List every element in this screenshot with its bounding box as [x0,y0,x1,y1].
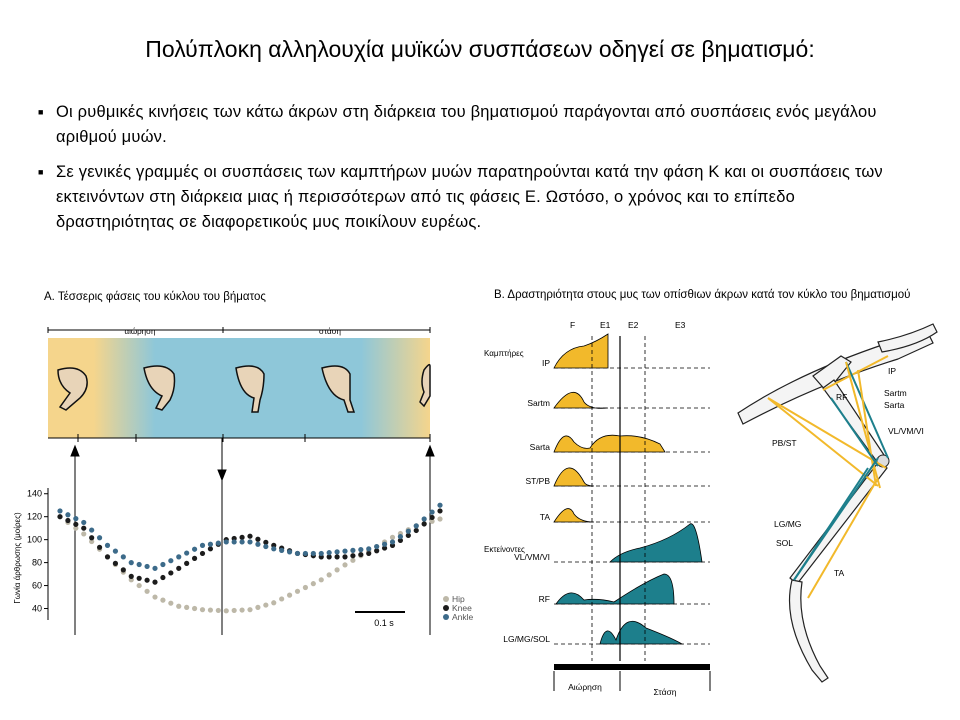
data-point-hip [239,607,244,612]
panel-a-caption: Α. Τέσσερις φάσεις του κύκλου του βήματος [44,291,266,303]
stance-label: στάση [319,327,341,336]
legend-marker [443,605,449,611]
emg-burst-sartm [554,392,608,408]
data-point-hip [176,604,181,609]
b-stance-label: Στάση [653,687,677,697]
data-point-hip [160,598,165,603]
data-point-knee [208,546,213,551]
phase-e1-label: E1 [174,441,186,451]
flexors-label: Καμπτήρες [484,349,524,358]
data-point-hip [247,607,252,612]
data-point-hip [232,608,237,613]
y-tick-label: 120 [26,511,42,522]
data-point-knee [255,537,260,542]
label-ip: IP [888,366,897,376]
data-point-hip [311,581,316,586]
emg-burst-vl-vm-vi [610,524,702,562]
data-point-knee [429,515,434,520]
data-point-ankle [192,547,197,552]
data-point-ankle [255,542,260,547]
data-point-ankle [390,539,395,544]
phase-f-label: F [104,441,110,451]
data-point-knee [152,580,157,585]
data-point-ankle [176,554,181,559]
data-point-hip [390,535,395,540]
data-point-hip [295,589,300,594]
data-point-ankle [350,548,355,553]
data-point-ankle [366,546,371,551]
chart-axis [27,488,48,620]
swing-label: αιώρηση [124,327,156,336]
data-point-ankle [334,549,339,554]
y-tick-label: 40 [31,603,42,614]
legend-label: Hip [452,594,465,604]
data-point-hip [437,516,442,521]
data-point-knee [97,545,102,550]
legend-label: Knee [452,603,472,613]
bullet-list [38,100,898,245]
chart-legend [443,594,474,622]
data-point-knee [144,578,149,583]
data-point-ankle [406,529,411,534]
phase-e3-label: E3 [359,441,371,451]
data-point-ankle [429,510,434,515]
emg-row-label: TA [539,512,550,522]
data-point-knee [73,522,78,527]
emg-row-label: LG/MG/SOL [503,634,550,644]
data-point-ankle [160,562,165,567]
data-point-ankle [105,543,110,548]
data-point-hip [200,607,205,612]
data-point-ankle [342,549,347,554]
data-point-knee [358,552,363,557]
y-axis-label: Γωνία άρθρωσης (μοίρες) [13,512,22,604]
bullet-item [38,100,898,150]
data-point-ankle [327,550,332,555]
data-point-ankle [89,527,94,532]
data-point-hip [81,531,86,536]
data-point-ankle [398,534,403,539]
data-point-knee [239,535,244,540]
data-point-hip [216,608,221,613]
data-point-ankle [208,542,213,547]
data-point-ankle [81,520,86,525]
data-point-ankle [295,551,300,556]
data-point-hip [271,600,276,605]
data-point-knee [350,553,355,558]
data-point-ankle [152,566,157,571]
data-point-knee [192,556,197,561]
emg-burst-ta [554,509,594,522]
chart-points [57,503,442,614]
data-point-ankle [271,546,276,551]
data-point-ankle [437,503,442,508]
data-point-knee [414,528,419,533]
b-phase-f: F [570,320,576,330]
data-point-hip [327,572,332,577]
data-point-hip [144,589,149,594]
data-point-ankle [414,523,419,528]
y-tick-label: 140 [26,488,42,499]
legend-marker [443,614,449,620]
emg-row-label: RF [538,594,550,604]
data-point-ankle [168,558,173,563]
data-point-ankle [121,554,126,559]
data-point-ankle [216,540,221,545]
legend-label: Ankle [452,612,474,622]
data-point-knee [105,554,110,559]
b-phase-e2: E2 [628,320,639,330]
data-point-ankle [137,562,142,567]
data-point-knee [200,551,205,556]
data-point-ankle [279,548,284,553]
data-point-hip [137,583,142,588]
bullet-text: Σε γενικές γραμμές οι συσπάσεις των καμπτήρων μυών παρατηρούνται κατά την φάση Κ και οι συσπάσεις των εκτεινόντων στη διάρκεια μιας ή περισσότερων από τις φάσεις Ε. Ωστόσο, ο χρόνος και το επίπεδο δραστηριότητας σε διαφορετικούς μυς ποικίλουν ευρέως. [56,163,883,231]
data-point-ankle [382,542,387,547]
square-bullet-icon: ■ [38,167,44,177]
stance-bar [620,664,710,670]
label-sarta: Sarta [884,400,905,410]
emg-row-label: IP [541,358,550,368]
data-point-hip [192,606,197,611]
data-point-ankle [65,512,70,517]
data-point-ankle [319,551,324,556]
data-point-knee [334,554,339,559]
data-point-hip [255,605,260,610]
square-bullet-icon: ■ [38,107,44,117]
data-point-ankle [144,564,149,569]
y-tick-label: 100 [26,534,42,545]
data-point-hip [224,608,229,613]
data-point-ankle [129,560,134,565]
slide-title: Πολύπλοκη αλληλουχία μυϊκών συσπάσεων οδηγεί σε βηματισμό: [145,36,815,62]
data-point-knee [342,554,347,559]
data-point-knee [57,514,62,519]
data-point-ankle [232,539,237,544]
data-point-knee [247,534,252,539]
phase-color-band [48,338,430,438]
data-point-knee [160,575,165,580]
data-point-ankle [263,544,268,549]
y-tick-label: 80 [31,557,42,568]
hindlimb-skeleton-figure [728,318,953,698]
emg-burst-rf [556,574,674,604]
data-point-knee [81,526,86,531]
data-point-ankle [184,550,189,555]
data-point-ankle [224,539,229,544]
data-point-ankle [303,551,308,556]
label-ta: TA [834,568,845,578]
data-point-knee [168,570,173,575]
bullet-text: Οι ρυθμικές κινήσεις των κάτω άκρων στη διάρκεια του βηματισμού παράγονται από συσπάσεις ενός μεγάλου αριθμού μυών. [56,103,877,146]
data-point-hip [263,602,268,607]
label-lgmg: LG/MG [774,519,802,529]
bullet-item [38,160,898,235]
emg-row-label: Sartm [527,398,550,408]
label-pbst: PB/ST [772,438,797,448]
label-sol: SOL [776,538,794,548]
b-swing-label: Αιώρηση [568,682,602,692]
data-point-ankle [200,543,205,548]
data-point-hip [319,577,324,582]
data-point-knee [113,561,118,566]
panel-b-caption: Β. Δραστηριότητα στους μυς των οπίσθιων άκρων κατά τον κύκλο του βηματισμού [494,289,911,301]
b-phase-e3: E3 [675,320,686,330]
emg-row-label: Sarta [529,442,550,452]
data-point-hip [168,601,173,606]
emg-burst-lg-mg-sol [600,621,682,644]
data-point-ankle [57,508,62,513]
emg-row-label: VL/VM/VI [514,552,550,562]
legend-marker [443,596,449,602]
label-vl: VL/VM/VI [888,426,924,436]
emg-rows [503,334,710,661]
data-point-hip [334,567,339,572]
data-point-knee [176,566,181,571]
data-point-hip [350,558,355,563]
data-point-ankle [311,551,316,556]
data-point-ankle [97,535,102,540]
data-point-knee [129,574,134,579]
data-point-knee [121,567,126,572]
data-point-hip [152,594,157,599]
label-rf: RF [836,392,848,402]
swing-bar [554,664,626,670]
data-point-ankle [374,544,379,549]
data-point-hip [303,585,308,590]
phase-e2-label: E2 [256,441,268,451]
data-point-ankle [73,516,78,521]
data-point-ankle [422,516,427,521]
emg-burst-sarta [554,435,665,452]
emg-burst-ip [554,334,608,368]
label-sartm: Sartm [884,388,907,398]
data-point-ankle [239,539,244,544]
data-point-knee [184,561,189,566]
emg-row-label: ST/PB [525,476,550,486]
data-point-hip [342,562,347,567]
data-point-ankle [247,539,252,544]
data-point-knee [366,551,371,556]
data-point-hip [279,596,284,601]
data-point-hip [208,607,213,612]
data-point-ankle [358,547,363,552]
scale-bar-label: 0.1 s [374,618,394,628]
y-tick-label: 60 [31,580,42,591]
extensors-label: Εκτείνοντες [484,545,525,554]
data-point-hip [184,605,189,610]
emg-activity-chart [470,316,730,706]
b-phase-e1: E1 [600,320,611,330]
data-point-ankle [113,549,118,554]
data-point-knee [137,576,142,581]
data-point-hip [287,593,292,598]
emg-burst-st-pb [554,468,594,486]
data-point-ankle [287,549,292,554]
joint-angle-chart [0,480,480,630]
data-point-knee [65,518,70,523]
data-point-knee [422,521,427,526]
data-point-knee [437,508,442,513]
data-point-knee [89,535,94,540]
